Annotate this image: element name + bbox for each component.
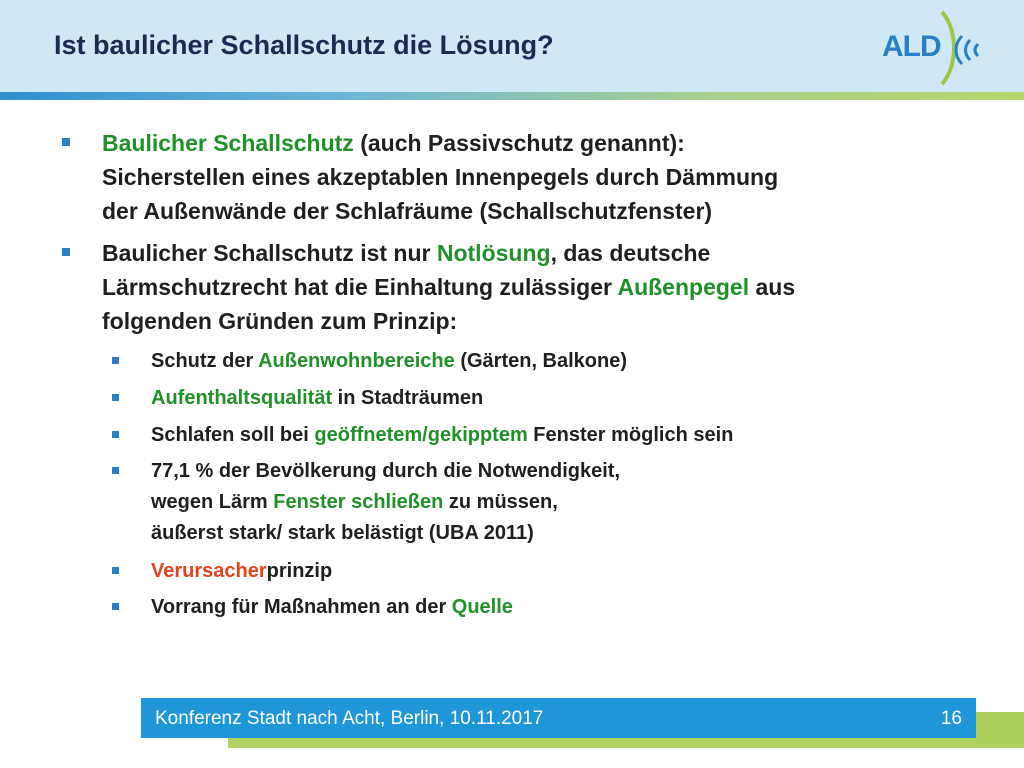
text-segment: (Gärten, Balkone) <box>454 350 628 372</box>
bullet-text <box>102 126 982 228</box>
text-segment: Schlafen soll bei <box>151 424 315 446</box>
text-line: der Außenwände der Schlafräume (Schallschutzfenster) <box>102 198 713 224</box>
highlight-term-red: Verursacher <box>151 560 267 582</box>
highlight-term: Baulicher Schallschutz <box>102 130 354 156</box>
highlight-term: Fenster schließen <box>273 491 444 513</box>
bullet-marker <box>112 567 119 574</box>
text-segment: Lärmschutzrecht hat die Einhaltung zulässiger <box>102 274 618 300</box>
highlight-term: Quelle <box>451 596 513 618</box>
text-segment: Fenster möglich sein <box>527 424 734 446</box>
text-segment: prinzip <box>266 560 333 582</box>
slide-footer <box>141 698 976 738</box>
text-segment: aus <box>749 274 796 300</box>
slide-title: Ist baulicher Schallschutz die Lösung? <box>54 30 554 60</box>
bullet-marker <box>112 357 119 364</box>
text-line: 77,1 % der Bevölkerung durch die Notwendigkeit, <box>151 460 620 482</box>
text-segment: in Stadträumen <box>332 387 484 409</box>
bullet-text <box>102 236 982 338</box>
bullet-marker <box>62 138 70 146</box>
text-segment: wegen Lärm <box>151 491 274 513</box>
text-segment: , das deutsche <box>550 240 711 266</box>
bullet-marker <box>112 467 119 474</box>
highlight-term: Aufenthaltsqualität <box>151 387 333 409</box>
highlight-term: Außenwohnbereiche <box>258 350 455 372</box>
text-segment: Baulicher Schallschutz ist nur <box>102 240 437 266</box>
bullet-marker <box>112 431 119 438</box>
bullet-marker <box>112 603 119 610</box>
bullet-marker <box>62 248 70 256</box>
text-segment: Schutz der <box>151 350 259 372</box>
highlight-term: Notlösung <box>436 240 551 266</box>
text-line: folgenden Gründen zum Prinzip: <box>102 308 458 334</box>
footer-text: Konferenz Stadt nach Acht, Berlin, 10.11.2017 <box>155 708 544 729</box>
text-line: Sicherstellen eines akzeptablen Innenpegels durch Dämmung <box>102 164 779 190</box>
text-segment: zu müssen, <box>443 491 558 513</box>
text-segment: (auch Passivschutz genannt): <box>353 130 685 156</box>
logo-text: ALD <box>882 30 941 63</box>
text-segment: Vorrang für Maßnahmen an der <box>151 596 452 618</box>
page-number: 16 <box>940 708 962 729</box>
bullet-marker <box>112 394 119 401</box>
footer-accent-bar <box>228 738 1024 748</box>
highlight-term: geöffnetem/gekipptem <box>314 424 528 446</box>
text-line: äußerst stark/ stark belästigt (UBA 2011) <box>151 522 534 544</box>
highlight-term: Außenpegel <box>617 274 750 300</box>
footer-accent-corner <box>976 712 1024 748</box>
